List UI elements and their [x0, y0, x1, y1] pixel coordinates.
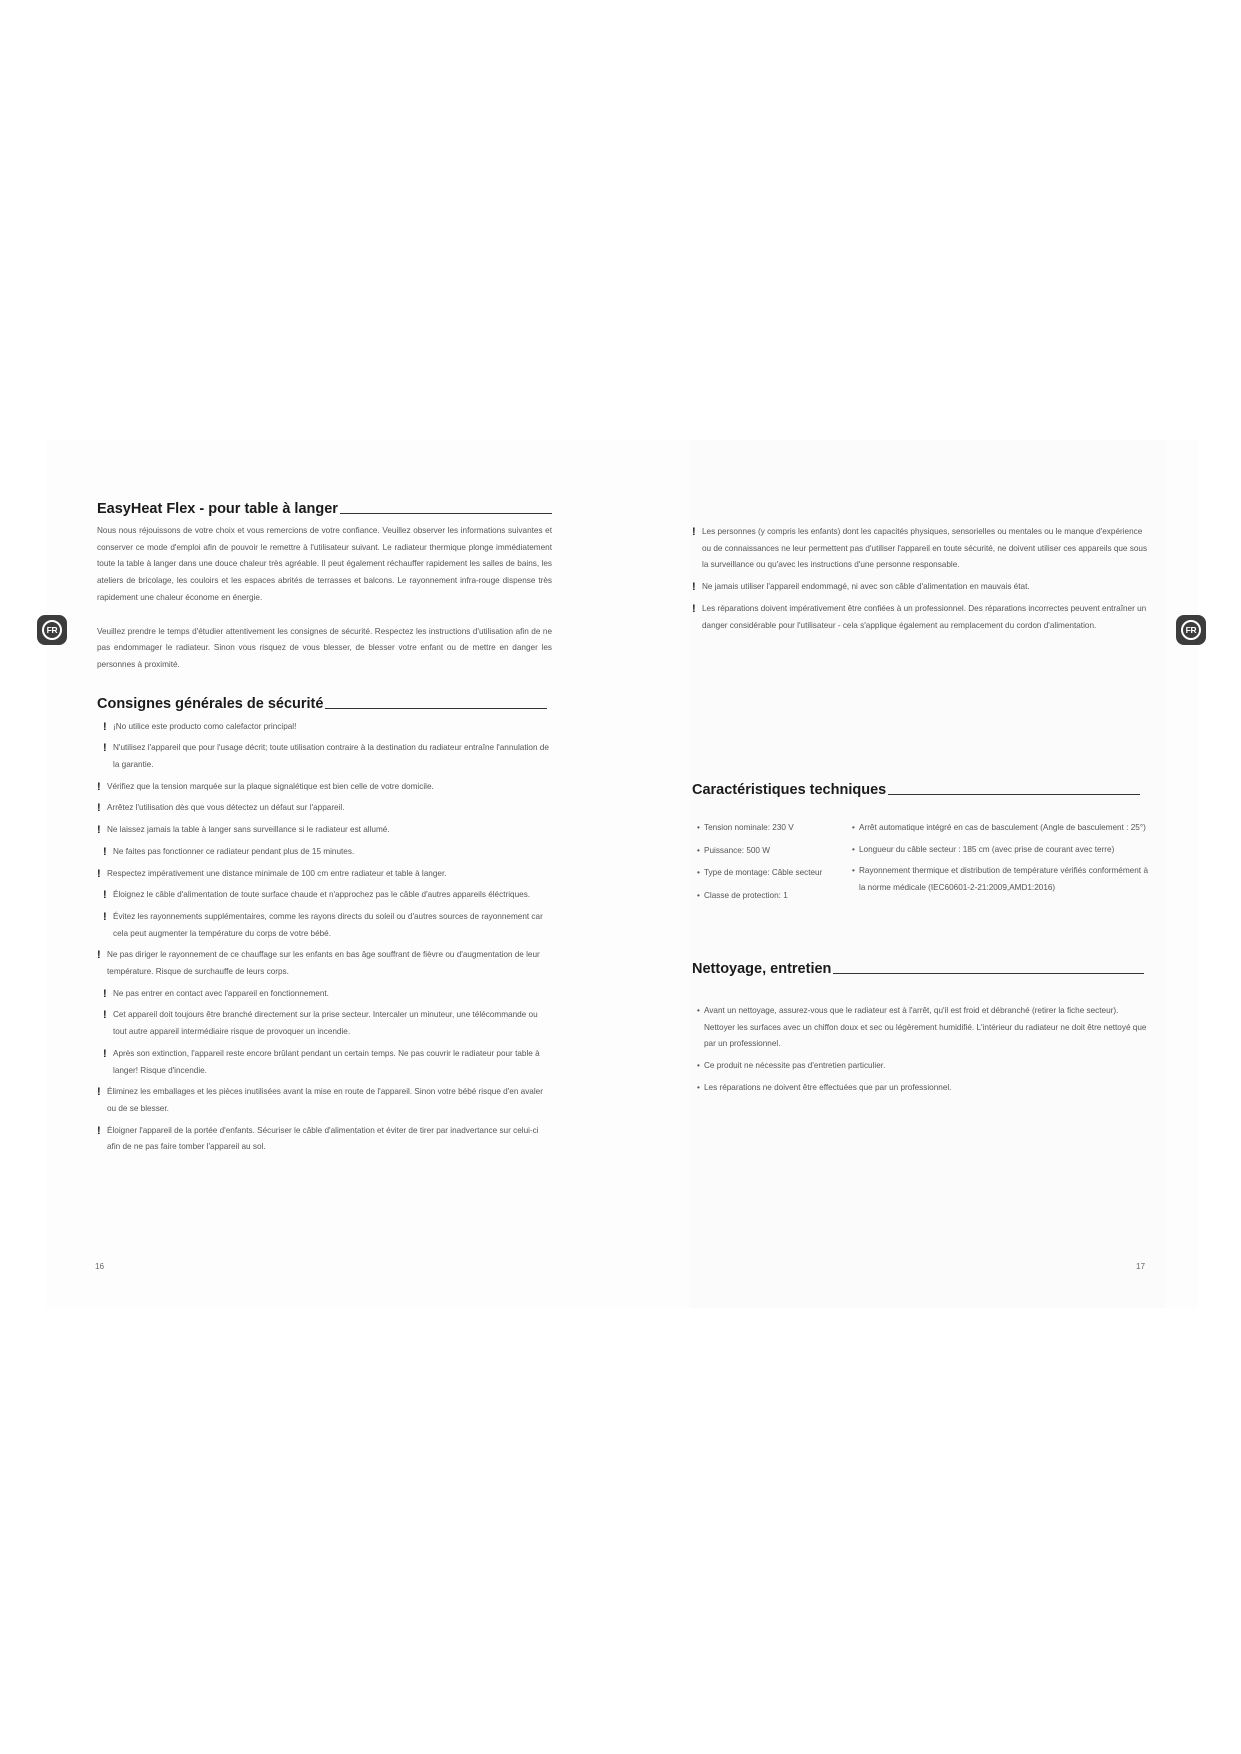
tech-spec-item: [697, 865, 847, 882]
safety-item: [97, 800, 552, 817]
tech-section: [692, 782, 1140, 798]
left-column: [97, 501, 552, 1161]
safety-item: [97, 947, 552, 980]
language-badge-right: [1176, 615, 1206, 645]
cleaning-section: [692, 961, 1144, 977]
safety-item: [97, 740, 552, 773]
right-column: [692, 524, 1152, 639]
warning-text: N'utilisez l'appareil que pour l'usage décrit; toute utilisation contraire à la destination du radiateur entraîne l'annulation de la garantie.: [113, 743, 549, 770]
warning-icon: !: [692, 526, 696, 538]
safety-heading: [97, 696, 547, 712]
warning-text: Arrêtez l'utilisation dès que vous détectez un défaut sur l'appareil.: [107, 803, 345, 813]
safety-item: [97, 986, 552, 1003]
product-title-text: EasyHeat Flex - pour table à langer: [97, 501, 338, 517]
bullet-icon: •: [852, 823, 855, 832]
fr-badge-label: FR: [1181, 620, 1201, 640]
safety-item: [97, 1123, 552, 1156]
tech-spec-item: [697, 820, 847, 837]
bullet-icon: •: [697, 823, 700, 832]
warning-text: Ne jamais utiliser l'appareil endommagé, ni avec son câble d'alimentation en mauvais état.: [702, 582, 1030, 592]
warning-item: [692, 601, 1152, 634]
intro-paragraph-2: Veuillez prendre le temps d'étudier attentivement les consignes de sécurité. Respectez les instructions d'utilisation afin de ne pas endommager le radiateur. Sinon vous risquez de vous blesser, de blesser votre enfant ou de mettre en danger les personnes à proximité.: [97, 626, 552, 669]
safety-item: [97, 1007, 552, 1040]
warning-icon: !: [103, 1009, 107, 1022]
fr-badge-label: FR: [42, 620, 62, 640]
warning-icon: !: [103, 987, 107, 1000]
safety-item: [97, 1084, 552, 1117]
warning-icon: !: [97, 802, 101, 815]
cleaning-item: [697, 1003, 1149, 1053]
warning-icon: !: [97, 1086, 101, 1099]
warning-icon: !: [103, 1047, 107, 1060]
cleaning-list: [697, 1003, 1149, 1102]
tech-specs-left: [697, 820, 847, 911]
warning-text: ¡No utilice este producto como calefactor principal!: [113, 721, 297, 731]
warning-list: [692, 524, 1152, 634]
warning-text: Les personnes (y compris les enfants) dont les capacités physiques, sensorielles ou mentales ou le manque d'expérience ou de connaissances ne leur permettent pas d'utiliser l'appareil en toute sécurité, ne doivent utiliser ces appareils que sous la surveillance ou qu'avec les instructions d'une personne responsable.: [702, 527, 1148, 570]
heading-rule: [888, 794, 1140, 795]
bullet-icon: •: [697, 845, 700, 855]
bullet-text: Puissance: 500 W: [704, 845, 770, 855]
safety-item: [97, 844, 552, 861]
bullet-icon: •: [697, 891, 700, 901]
product-title: [97, 501, 552, 517]
bullet-icon: •: [852, 866, 855, 876]
warning-text: Cet appareil doit toujours être branché directement sur la prise secteur. Intercaler un minuteur, une télécommande ou tout autre appareil intermédiaire risque de provoquer un incendie.: [113, 1010, 538, 1037]
bullet-text: Avant un nettoyage, assurez-vous que le radiateur est à l'arrêt, qu'il est froid et débranché (retirer la fiche secteur). Nettoyer les surfaces avec un chiffon doux et sec ou légèrement humidifié. L'intérieur du radiateur ne doit être nettoyé que par un professionnel.: [704, 1006, 1147, 1049]
bullet-text: Type de montage: Câble secteur: [704, 868, 823, 878]
bullet-text: Rayonnement thermique et distribution de température vérifiés conformément à la norme médicale (IEC60601-2-21:2009,AMD1:2016): [859, 866, 1148, 893]
bullet-icon: •: [697, 1082, 700, 1092]
safety-list: [97, 719, 552, 1156]
warning-text: Ne pas entrer en contact avec l'appareil en fonctionnement.: [113, 988, 329, 998]
bullet-text: Tension nominale: 230 V: [704, 823, 794, 832]
tech-specs-right: [852, 820, 1148, 902]
language-badge-left: [37, 615, 67, 645]
heading-rule: [325, 708, 547, 709]
cleaning-item: [697, 1058, 1149, 1075]
intro-paragraph-1: Nous nous réjouissons de votre choix et vous remercions de votre confiance. Veuillez observer les informations suivantes et conserver ce mode d'emploi afin de pouvoir le remettre à l'utilisateur suivant. Le radiateur thermique plonge immédiatement toute la table à langer dans une douce chaleur très agréable. Il peut également réchauffer rapidement les salles de bains, les ateliers de bricolage, les couloirs et les espaces abrités de terrasses et balcons. Le rayonnement infra-rouge dispense très rapidement une chaleur économe en énergie.: [97, 526, 552, 602]
bullet-text: Arrêt automatique intégré en cas de basculement (Angle de basculement : 25°): [859, 823, 1146, 832]
bullet-icon: •: [697, 868, 700, 878]
warning-item: [692, 579, 1152, 596]
warning-icon: !: [103, 742, 107, 755]
heading-rule: [833, 973, 1144, 974]
tech-heading: [692, 782, 1140, 798]
cleaning-item: [697, 1080, 1149, 1097]
safety-item: [97, 779, 552, 796]
warning-text: Après son extinction, l'appareil reste encore brûlant pendant un certain temps. Ne pas couvrir le radiateur pour table à langer! Risque d'incendie.: [113, 1048, 540, 1075]
warning-item: [692, 524, 1152, 574]
warning-icon: !: [103, 720, 107, 733]
safety-item: [97, 719, 552, 736]
cleaning-heading-text: Nettoyage, entretien: [692, 961, 832, 977]
page-number-right: 17: [1136, 1262, 1146, 1271]
warning-icon: !: [97, 1124, 101, 1137]
tech-spec-item: [697, 843, 847, 860]
warning-icon: !: [97, 867, 101, 880]
page-number-left: 16: [95, 1262, 105, 1271]
bullet-text: Longueur du câble secteur : 185 cm (avec prise de courant avec terre): [859, 844, 1115, 854]
warning-icon: !: [97, 824, 101, 837]
warning-icon: !: [97, 780, 101, 793]
heading-rule: [340, 513, 552, 514]
warning-text: Éloignez le câble d'alimentation de toute surface chaude et n'approchez pas le câble d'autres appareils éléctriques.: [113, 890, 531, 900]
warning-icon: !: [692, 581, 696, 594]
warning-text: Vérifiez que la tension marquée sur la plaque signalétique est bien celle de votre domicile.: [107, 781, 434, 791]
safety-item: [97, 887, 552, 904]
safety-heading-text: Consignes générales de sécurité: [97, 695, 324, 712]
safety-item: [97, 866, 552, 883]
warning-icon: !: [97, 949, 101, 962]
bullet-text: Classe de protection: 1: [704, 891, 788, 901]
bullet-icon: •: [852, 844, 855, 854]
bullet-icon: •: [697, 1006, 700, 1015]
warning-text: Éloigner l'appareil de la portée d'enfants. Sécuriser le câble d'alimentation et éviter de tirer par inadvertance sur celui-ci afin de ne pas faire tomber l'appareil au sol.: [107, 1125, 539, 1152]
warning-text: Les réparations doivent impérativement être confiées à un professionnel. Des réparations incorrectes peuvent entraîner un danger considérable pour l'utilisateur - cela s'applique également au remplacement du cordon d'alimentation.: [702, 603, 1147, 630]
warning-text: Ne laissez jamais la table à langer sans surveillance si le radiateur est allumé.: [107, 825, 390, 835]
tech-feature-item: [852, 820, 1148, 837]
warning-text: Évitez les rayonnements supplémentaires, comme les rayons directs du soleil ou d'autres sources de rayonnement car cela peut augmenter la température du corps de votre bébé.: [113, 911, 543, 938]
bullet-text: Ce produit ne nécessite pas d'entretien particulier.: [704, 1061, 886, 1071]
warning-icon: !: [692, 602, 696, 615]
cleaning-heading: [692, 961, 1144, 977]
safety-item: [97, 822, 552, 839]
tech-feature-item: [852, 863, 1148, 896]
warning-text: Ne faites pas fonctionner ce radiateur pendant plus de 15 minutes.: [113, 846, 355, 856]
warning-icon: !: [103, 889, 107, 902]
warning-icon: !: [103, 910, 107, 923]
warning-text: Éliminez les emballages et les pièces inutilisées avant la mise en route de l'appareil. Sinon votre bébé risque d'en avaler ou de se blesser.: [107, 1087, 543, 1113]
bullet-text: Les réparations ne doivent être effectuées que par un professionnel.: [704, 1082, 952, 1092]
safety-item: [97, 909, 552, 942]
warning-text: Respectez impérativement une distance minimale de 100 cm entre radiateur et table à langer.: [107, 868, 447, 878]
safety-item: [97, 1046, 552, 1079]
warning-text: Ne pas diriger le rayonnement de ce chauffage sur les enfants en bas âge souffrant de fièvre ou d'augmentation de leur température. Risque de surchauffe de leurs corps.: [107, 950, 540, 977]
tech-heading-text: Caractéristiques techniques: [692, 782, 887, 798]
tech-feature-item: [852, 842, 1148, 859]
tech-spec-item: [697, 888, 847, 905]
warning-icon: !: [103, 845, 107, 858]
bullet-icon: •: [697, 1061, 700, 1071]
